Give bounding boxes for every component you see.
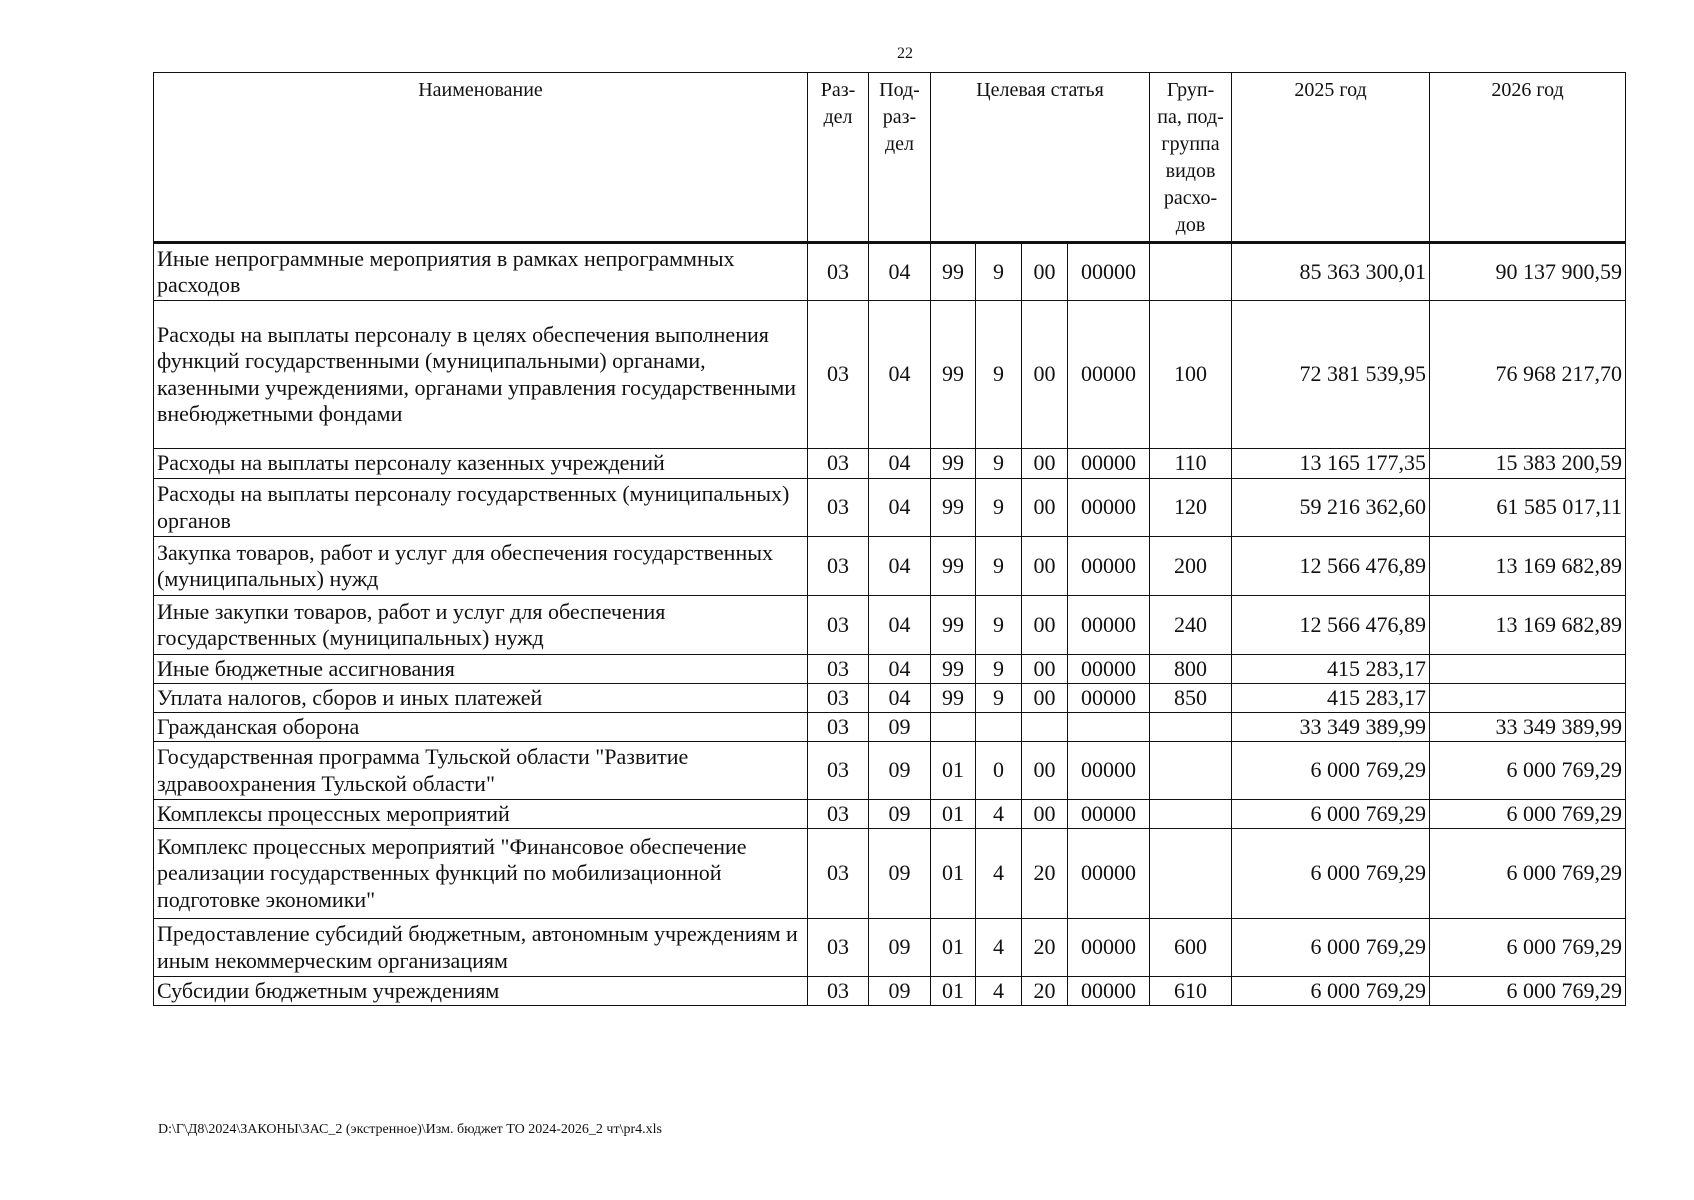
cell-razdel: 03 (808, 655, 869, 684)
header-name: Наименование (154, 73, 808, 243)
cell-razdel: 03 (808, 596, 869, 655)
cell-target-direction: 00000 (1068, 479, 1150, 537)
cell-target-complex: 20 (1022, 829, 1068, 919)
table-row (154, 977, 1626, 1006)
cell-target-direction: 00000 (1068, 537, 1150, 596)
cell-amount-2025: 59 216 362,60 (1232, 479, 1430, 537)
cell-razdel: 03 (808, 919, 869, 977)
cell-name: Субсидии бюджетным учреждениям (154, 977, 808, 1006)
cell-razdel: 03 (808, 977, 869, 1006)
cell-podrazdel: 04 (869, 243, 931, 301)
cell-target-program (931, 713, 976, 742)
cell-podrazdel: 09 (869, 742, 931, 800)
cell-amount-2026: 6 000 769,29 (1430, 742, 1626, 800)
cell-vid: 240 (1150, 596, 1232, 655)
cell-podrazdel: 09 (869, 829, 931, 919)
cell-podrazdel: 09 (869, 713, 931, 742)
cell-target-direction: 00000 (1068, 684, 1150, 713)
cell-target-program: 01 (931, 977, 976, 1006)
cell-target-type: 9 (976, 301, 1022, 449)
cell-amount-2026: 15 383 200,59 (1430, 449, 1626, 479)
cell-target-type: 9 (976, 243, 1022, 301)
table-row (154, 537, 1626, 596)
cell-podrazdel: 04 (869, 596, 931, 655)
header-podrazdel (869, 73, 931, 243)
cell-razdel: 03 (808, 449, 869, 479)
cell-name: Расходы на выплаты персоналу в целях обеспечения выполнения функций государственными (муниципальными) органами, казенными учреждениями, органами управления государственными внебюджетными фондами (154, 301, 808, 449)
cell-vid: 610 (1150, 977, 1232, 1006)
header-vid-line: Груп- (1166, 79, 1215, 101)
table-row (154, 713, 1626, 742)
header-podrazdel-line: раз- (882, 106, 917, 128)
footer-file-path: D:\Г\Д8\2024\ЗАКОНЫ\ЗАС_2 (экстренное)\Изм. бюджет ТО 2024-2026_2 чт\pr4.xls (158, 1122, 662, 1137)
cell-podrazdel: 04 (869, 655, 931, 684)
cell-target-complex: 00 (1022, 537, 1068, 596)
cell-razdel: 03 (808, 713, 869, 742)
cell-name: Предоставление субсидий бюджетным, автономным учреждениям и иным некоммерческим организациям (154, 919, 808, 977)
cell-target-program: 99 (931, 596, 976, 655)
cell-name: Иные бюджетные ассигнования (154, 655, 808, 684)
cell-amount-2026: 13 169 682,89 (1430, 596, 1626, 655)
header-podrazdel-line: Под- (879, 79, 920, 101)
cell-podrazdel: 04 (869, 449, 931, 479)
table-row (154, 449, 1626, 479)
cell-podrazdel: 09 (869, 800, 931, 829)
header-vid-line: па, под- (1157, 106, 1224, 128)
cell-target-complex: 20 (1022, 919, 1068, 977)
cell-name: Закупка товаров, работ и услуг для обеспечения государственных (муниципальных) нужд (154, 537, 808, 596)
cell-target-program: 01 (931, 919, 976, 977)
cell-amount-2025: 13 165 177,35 (1232, 449, 1430, 479)
table-row (154, 742, 1626, 800)
cell-vid (1150, 742, 1232, 800)
cell-target-program: 01 (931, 742, 976, 800)
cell-target-direction: 00000 (1068, 449, 1150, 479)
cell-target-program: 99 (931, 684, 976, 713)
cell-target-complex: 20 (1022, 977, 1068, 1006)
cell-amount-2026: 6 000 769,29 (1430, 977, 1626, 1006)
cell-amount-2025: 415 283,17 (1232, 655, 1430, 684)
table-row (154, 479, 1626, 537)
cell-name: Комплекс процессных мероприятий "Финансовое обеспечение реализации государственных функций по мобилизационной подготовке экономики" (154, 829, 808, 919)
cell-razdel: 03 (808, 537, 869, 596)
table-body (154, 243, 1626, 1006)
cell-target-direction: 00000 (1068, 301, 1150, 449)
cell-name: Расходы на выплаты персоналу казенных учреждений (154, 449, 808, 479)
header-target: Целевая статья (931, 73, 1150, 243)
table-row (154, 596, 1626, 655)
table-row (154, 301, 1626, 449)
cell-name: Иные закупки товаров, работ и услуг для обеспечения государственных (муниципальных) нужд (154, 596, 808, 655)
cell-razdel: 03 (808, 301, 869, 449)
cell-target-type: 9 (976, 479, 1022, 537)
cell-target-type: 0 (976, 742, 1022, 800)
cell-target-type: 4 (976, 800, 1022, 829)
cell-target-direction: 00000 (1068, 829, 1150, 919)
cell-podrazdel: 04 (869, 684, 931, 713)
cell-target-type: 9 (976, 537, 1022, 596)
cell-amount-2025: 33 349 389,99 (1232, 713, 1430, 742)
cell-target-complex: 00 (1022, 596, 1068, 655)
cell-vid: 800 (1150, 655, 1232, 684)
table-row (154, 243, 1626, 301)
cell-amount-2025: 415 283,17 (1232, 684, 1430, 713)
cell-razdel: 03 (808, 479, 869, 537)
cell-vid: 600 (1150, 919, 1232, 977)
cell-target-complex: 00 (1022, 301, 1068, 449)
cell-vid: 110 (1150, 449, 1232, 479)
table-row (154, 829, 1626, 919)
cell-target-complex: 00 (1022, 655, 1068, 684)
cell-vid: 120 (1150, 479, 1232, 537)
cell-target-program: 99 (931, 479, 976, 537)
table-row (154, 800, 1626, 829)
cell-amount-2026: 33 349 389,99 (1430, 713, 1626, 742)
cell-target-type: 9 (976, 449, 1022, 479)
table-row (154, 919, 1626, 977)
cell-name: Гражданская оборона (154, 713, 808, 742)
cell-amount-2025: 72 381 539,95 (1232, 301, 1430, 449)
cell-amount-2026: 6 000 769,29 (1430, 919, 1626, 977)
cell-amount-2025: 6 000 769,29 (1232, 919, 1430, 977)
header-year-2025: 2025 год (1232, 73, 1430, 243)
cell-target-type (976, 713, 1022, 742)
cell-amount-2026: 90 137 900,59 (1430, 243, 1626, 301)
cell-target-program: 99 (931, 301, 976, 449)
cell-amount-2025: 6 000 769,29 (1232, 800, 1430, 829)
cell-razdel: 03 (808, 243, 869, 301)
cell-target-direction: 00000 (1068, 800, 1150, 829)
cell-podrazdel: 04 (869, 479, 931, 537)
cell-vid (1150, 243, 1232, 301)
cell-target-direction (1068, 713, 1150, 742)
cell-vid: 100 (1150, 301, 1232, 449)
header-vid-line: группа (1161, 133, 1220, 155)
cell-amount-2025: 85 363 300,01 (1232, 243, 1430, 301)
table-row (154, 655, 1626, 684)
cell-target-type: 4 (976, 977, 1022, 1006)
cell-vid: 200 (1150, 537, 1232, 596)
cell-podrazdel: 09 (869, 977, 931, 1006)
cell-target-type: 9 (976, 684, 1022, 713)
cell-target-complex: 00 (1022, 243, 1068, 301)
cell-target-program: 99 (931, 449, 976, 479)
cell-amount-2025: 6 000 769,29 (1232, 829, 1430, 919)
cell-vid (1150, 800, 1232, 829)
page-number: 22 (897, 45, 913, 62)
cell-target-direction: 00000 (1068, 243, 1150, 301)
cell-target-program: 01 (931, 800, 976, 829)
cell-target-program: 99 (931, 655, 976, 684)
cell-target-complex: 00 (1022, 684, 1068, 713)
cell-name: Уплата налогов, сборов и иных платежей (154, 684, 808, 713)
cell-razdel: 03 (808, 800, 869, 829)
cell-target-program: 99 (931, 537, 976, 596)
cell-target-type: 9 (976, 655, 1022, 684)
cell-amount-2025: 12 566 476,89 (1232, 537, 1430, 596)
cell-target-direction: 00000 (1068, 919, 1150, 977)
cell-amount-2025: 12 566 476,89 (1232, 596, 1430, 655)
cell-name: Государственная программа Тульской области "Развитие здравоохранения Тульской области" (154, 742, 808, 800)
cell-amount-2026: 61 585 017,11 (1430, 479, 1626, 537)
cell-amount-2026: 13 169 682,89 (1430, 537, 1626, 596)
cell-vid (1150, 829, 1232, 919)
cell-podrazdel: 04 (869, 537, 931, 596)
header-podrazdel-line: дел (884, 133, 915, 155)
header-razdel (808, 73, 869, 243)
cell-target-complex: 00 (1022, 742, 1068, 800)
header-vid-line: расхо- (1163, 187, 1218, 209)
cell-podrazdel: 09 (869, 919, 931, 977)
header-year-2026: 2026 год (1430, 73, 1626, 243)
table-header (154, 73, 1626, 243)
cell-amount-2026: 76 968 217,70 (1430, 301, 1626, 449)
cell-amount-2026: 6 000 769,29 (1430, 829, 1626, 919)
cell-target-complex: 00 (1022, 800, 1068, 829)
cell-vid: 850 (1150, 684, 1232, 713)
cell-vid (1150, 713, 1232, 742)
cell-amount-2025: 6 000 769,29 (1232, 977, 1430, 1006)
cell-amount-2026: 6 000 769,29 (1430, 800, 1626, 829)
cell-target-direction: 00000 (1068, 977, 1150, 1006)
cell-razdel: 03 (808, 742, 869, 800)
cell-target-program: 01 (931, 829, 976, 919)
budget-table (153, 72, 1626, 1006)
header-razdel-line: Раз- (820, 79, 856, 101)
cell-target-direction: 00000 (1068, 655, 1150, 684)
cell-podrazdel: 04 (869, 301, 931, 449)
cell-amount-2026 (1430, 655, 1626, 684)
header-vid-line: дов (1175, 214, 1206, 236)
cell-target-type: 4 (976, 919, 1022, 977)
cell-target-complex: 00 (1022, 449, 1068, 479)
header-razdel-line: дел (823, 106, 853, 128)
cell-amount-2026 (1430, 684, 1626, 713)
cell-name: Комплексы процессных мероприятий (154, 800, 808, 829)
header-vid-line: видов (1165, 160, 1216, 182)
cell-target-type: 4 (976, 829, 1022, 919)
cell-target-complex: 00 (1022, 479, 1068, 537)
cell-name: Расходы на выплаты персоналу государственных (муниципальных) органов (154, 479, 808, 537)
cell-razdel: 03 (808, 829, 869, 919)
cell-target-complex (1022, 713, 1068, 742)
cell-target-direction: 00000 (1068, 742, 1150, 800)
cell-target-type: 9 (976, 596, 1022, 655)
table-row (154, 684, 1626, 713)
header-vid (1150, 73, 1232, 243)
cell-name: Иные непрограммные мероприятия в рамках непрограммных расходов (154, 243, 808, 301)
cell-razdel: 03 (808, 684, 869, 713)
cell-target-direction: 00000 (1068, 596, 1150, 655)
cell-target-program: 99 (931, 243, 976, 301)
cell-amount-2025: 6 000 769,29 (1232, 742, 1430, 800)
